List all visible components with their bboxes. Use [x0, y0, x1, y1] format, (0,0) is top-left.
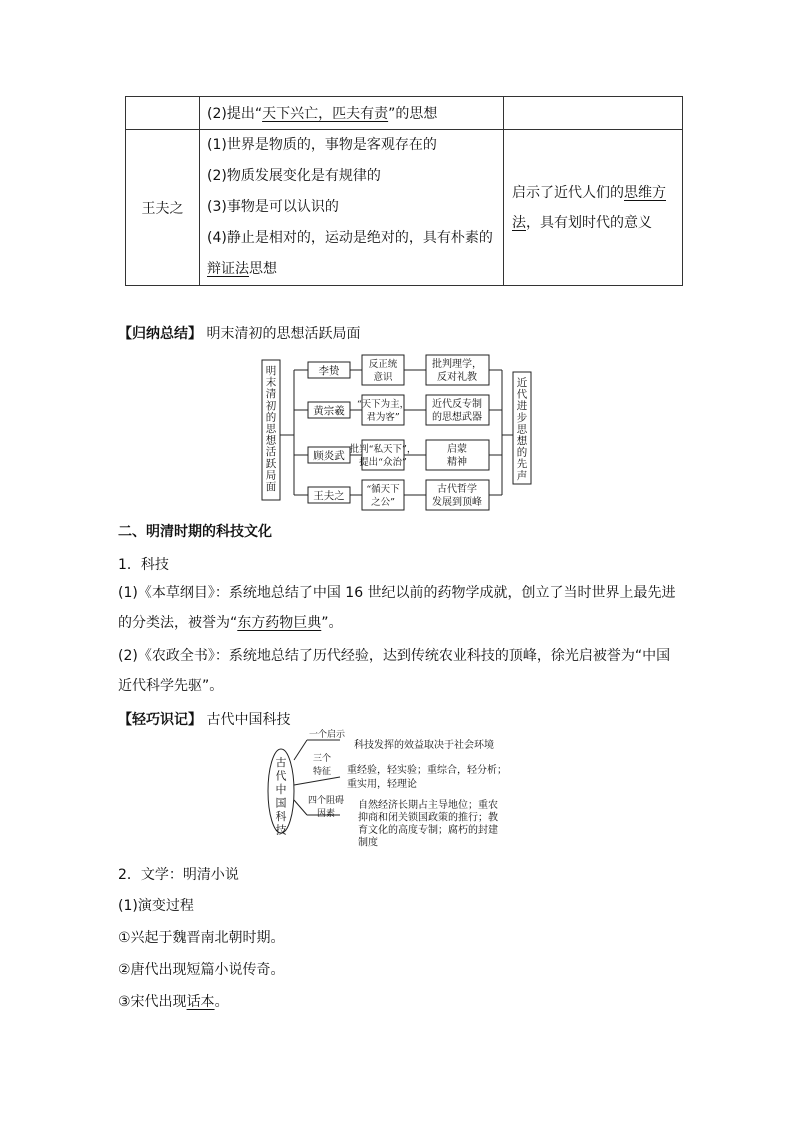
view-label: “天下为主，: [356, 399, 410, 410]
view-label: 提出“众治”: [359, 457, 407, 468]
person-label: 王夫之: [313, 490, 345, 502]
oval-char: 科: [275, 810, 287, 823]
branch-content: 重经验，轻实验；重综合，轻分析；: [347, 765, 507, 776]
left-box-char: 末: [265, 376, 277, 389]
branch-content: 抑商和闭关锁国政策的推行；教: [358, 812, 498, 824]
effect-label: 精神: [447, 457, 467, 468]
oval-char: 技: [275, 823, 287, 837]
branch-content: 自然经济长期占主导地位；重农: [358, 800, 498, 811]
sub-heading: 1．科技: [118, 557, 169, 573]
branch-label: 四个阻碍: [307, 796, 345, 806]
sub-heading: 2．文学：明清小说: [118, 867, 239, 883]
branch-content: 重实用，轻理论: [347, 779, 417, 790]
underlined-term: 话本: [186, 994, 215, 1010]
person-label: 黄宗羲: [313, 405, 345, 417]
effect-label: 古代哲学: [437, 484, 477, 495]
list-item: ③宋代出现话本。: [118, 994, 229, 1010]
right-box-char: 代: [516, 388, 528, 401]
paragraph-bencao: (1)《本草纲目》：系统地总结了中国 16 世纪以前的药物学成就，创立了当时世界上最先进 的分类法，被誉为“东方药物巨典”。: [118, 585, 676, 631]
summary-heading: 【轻巧识记】 古代中国科技: [118, 712, 291, 728]
person-label: 李贽: [318, 365, 340, 377]
effect-label: 发展到顶峰: [432, 497, 482, 508]
view-label: 意识: [373, 372, 393, 383]
effect-label: 反对礼教: [437, 372, 477, 383]
underlined-term: 东方药物巨典: [237, 615, 322, 631]
branch-label: 一个启示: [308, 730, 346, 740]
idea-point: (2)物质发展变化是有规律的: [207, 168, 381, 184]
idea-point: (1)世界是物质的，事物是客观存在的: [207, 137, 437, 153]
oval-char: 国: [275, 796, 287, 810]
underlined-term: 辩证法: [207, 261, 249, 277]
list-item: ②唐代出现短篇小说传奇。: [118, 962, 285, 978]
table-cell-influence: 启示了近代人们的思维方 法，具有划时代的意义: [504, 130, 683, 286]
effect-label: 近代反专制: [432, 399, 482, 410]
table-cell-idea: (1)世界是物质的，事物是客观存在的 (2)物质发展变化是有规律的 (3)事物是可以认识的 (4)静止是相对的，运动是绝对的，具有朴素的 辩证法思想: [200, 130, 504, 286]
right-box-char: 进: [516, 400, 528, 413]
section-title: 二、明清时期的科技文化: [118, 524, 272, 540]
paragraph-nongzheng: (2)《农政全书》：系统地总结了历代经验，达到传统农业科技的顶峰，徐光启被誉为“中国 近代科学先驱”。: [118, 648, 671, 694]
effect-label: 批判理学，: [432, 359, 482, 370]
view-label: 君为客”: [366, 412, 400, 423]
underlined-term: 法: [512, 214, 526, 231]
left-box-char: 面: [265, 481, 277, 493]
branch-content: 科技发挥的效益取决于社会环境: [354, 740, 494, 751]
left-box-char: 局: [265, 469, 277, 482]
left-box-char: 初: [265, 399, 277, 412]
right-box-char: 想: [516, 435, 528, 447]
underlined-term: 思维方: [624, 184, 666, 201]
branch-label: 因素: [316, 809, 336, 819]
list-item: ①兴起于魏晋南北朝时期。: [118, 930, 285, 946]
branch-content: 制度: [358, 837, 378, 849]
left-box-char: 活: [265, 446, 277, 459]
underlined-term: 天下兴亡，匹夫有责: [262, 106, 389, 122]
left-box-char: 清: [265, 388, 277, 401]
right-box-char: 步: [516, 411, 528, 424]
view-label: 批判“私天下”，: [349, 444, 417, 455]
branch-label: 特征: [312, 767, 332, 777]
idea-point: (4)静止是相对的，运动是绝对的，具有朴素的: [207, 230, 493, 246]
summary-heading: 【归纳总结】 明末清初的思想活跃局面: [118, 326, 361, 342]
person-label: 顾炎武: [313, 450, 345, 462]
left-box-char: 想: [265, 434, 277, 447]
right-box-char: 的: [516, 446, 528, 459]
view-label: 之公”: [371, 497, 395, 508]
right-box-char: 思: [516, 423, 528, 436]
branch-label: 三个: [312, 754, 332, 764]
branch-content: 育文化的高度专制；腐朽的封建: [358, 825, 498, 836]
right-box-char: 近: [516, 377, 528, 389]
oval-char: 古: [275, 756, 287, 769]
right-box-char: 声: [516, 469, 528, 482]
effect-label: 的思想武器: [432, 412, 482, 423]
table-cell-name: 王夫之: [126, 130, 200, 286]
idea-point: (3)事物是可以认识的: [207, 199, 339, 215]
left-box-char: 明: [265, 365, 277, 377]
sub-heading: (1)演变过程: [118, 898, 194, 914]
table-cell-idea: (2)提出“天下兴亡，匹夫有责”的思想: [200, 97, 504, 130]
oval-char: 代: [275, 769, 287, 783]
left-box-char: 跃: [265, 457, 277, 470]
left-box-char: 的: [265, 411, 277, 424]
effect-label: 启蒙: [447, 444, 467, 455]
view-label: 反正统: [368, 359, 398, 370]
left-box-char: 思: [265, 423, 277, 435]
view-label: “循天下: [366, 484, 400, 495]
oval-char: 中: [275, 783, 287, 796]
right-box-char: 先: [516, 458, 528, 471]
